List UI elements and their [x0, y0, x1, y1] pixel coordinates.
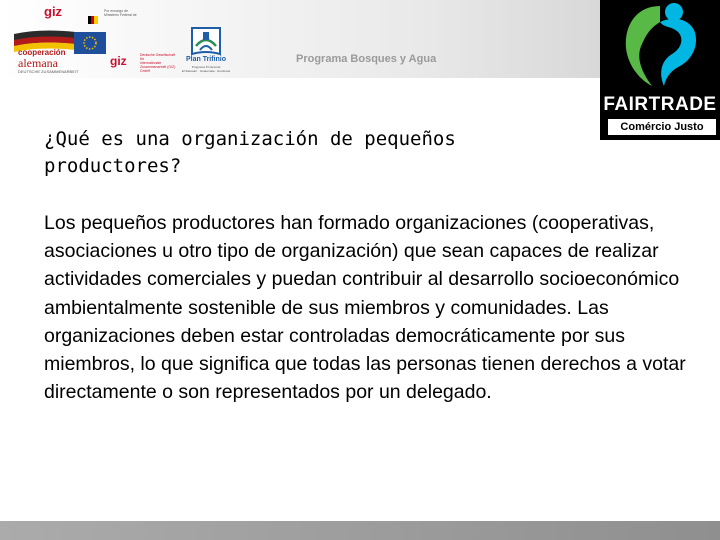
coop-line2: alemana: [18, 56, 58, 70]
footer-bar: [0, 521, 720, 540]
fairtrade-subtitle: Comércio Justo: [608, 119, 716, 135]
coop-line1: cooperación: [18, 48, 66, 57]
giz-top-caption: Por encargo de Ministerio Federal de: [104, 9, 137, 17]
giz-logo-mid-label: giz: [110, 54, 127, 68]
programa-title: Programa Bosques y Agua: [296, 53, 437, 65]
coop-line3: DEUTSCHE ZUSAMMENARBEIT: [18, 69, 79, 74]
giz-logo-top: [44, 4, 74, 22]
giz-logo-mid: [110, 52, 134, 68]
slide-title: ¿Qué es una organización de pequeños productores?: [44, 128, 456, 177]
fairtrade-logo: [600, 0, 720, 140]
german-eagle-icon: [88, 11, 98, 19]
cooperacion-alemana-logo: [10, 26, 110, 76]
fairtrade-mark-icon: [600, 0, 720, 92]
slide-body: Los pequeños productores han formado organizaciones (cooperativas, asociaciones u otro tipo de organización) que sean capaces de realizar actividades comerciales y puedan contribuir al desarrollo socioeconómico ambientalmente sostenible de sus miembros y comunidades. Las organizaciones deben estar controladas democráticamente por sus miembros, lo que significa que todas las personas tienen derechos a votar directamente o son representados por un delegado.: [44, 212, 686, 404]
giz-mid-caption: Deutsche Gesellschaft für Internationale Zusammenarbeit (GIZ) GmbH: [140, 53, 176, 73]
plan-trifinio-caption: Programa Trinacional El Salvador · Guatemala · Honduras: [181, 65, 231, 73]
fairtrade-name: FAIRTRADE: [603, 94, 717, 115]
plan-trifinio-logo: [178, 26, 234, 76]
giz-logo-top-label: giz: [44, 4, 63, 19]
plan-trifinio-label: Plan Trifinio: [185, 56, 227, 63]
plan-trifinio-emblem-icon: [178, 26, 234, 56]
